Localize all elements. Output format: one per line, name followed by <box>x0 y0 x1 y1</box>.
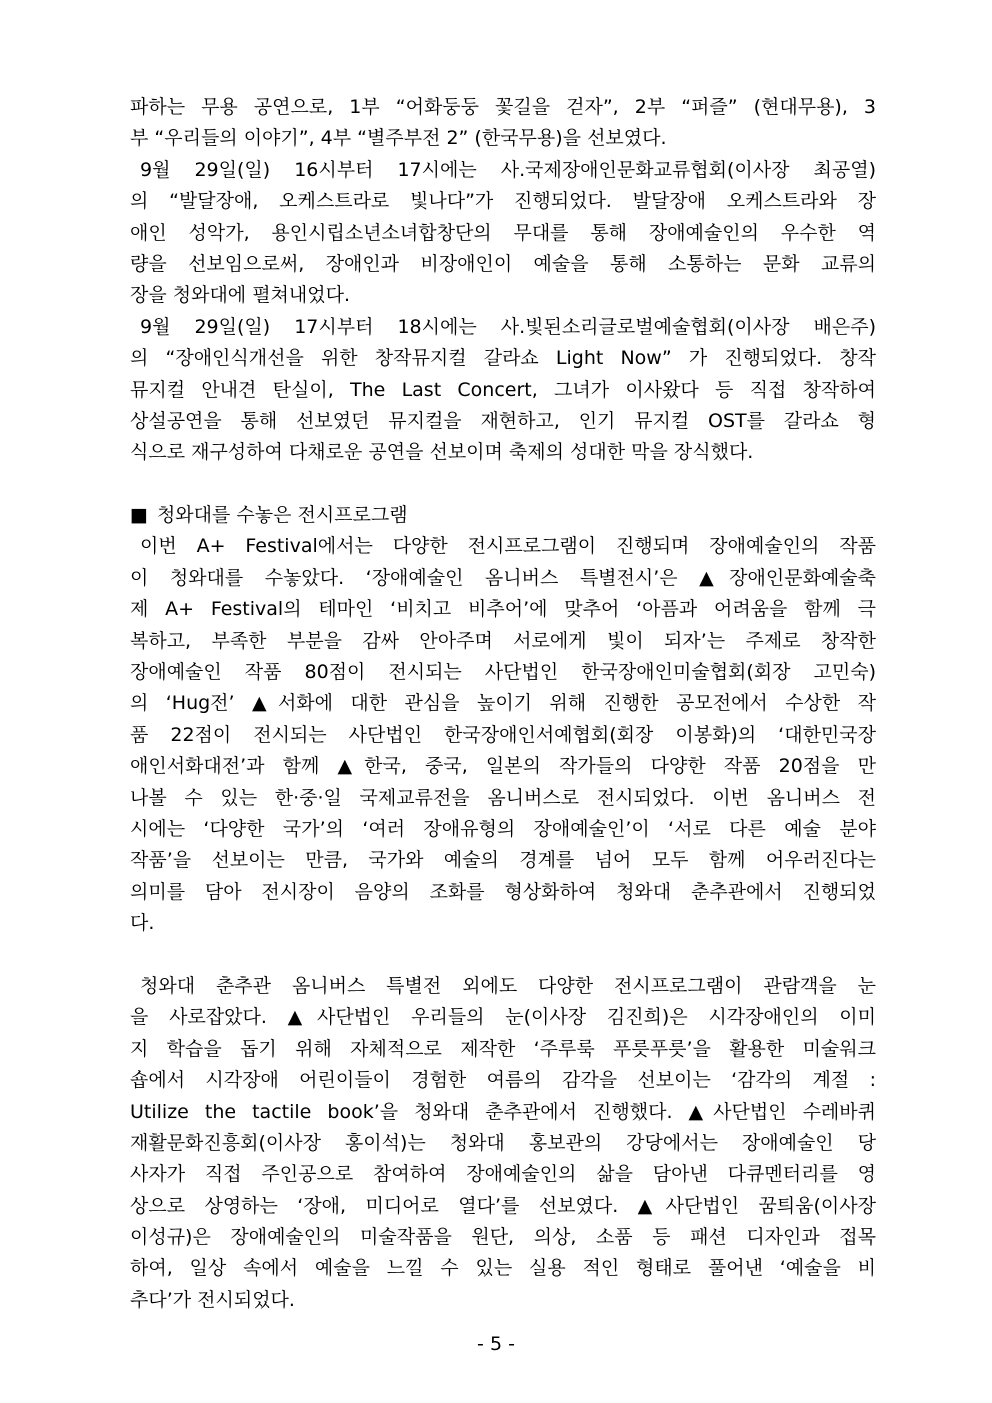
square-bullet-icon: ■ <box>130 504 148 527</box>
paragraph <box>130 531 876 939</box>
text-line: 복하고, 부족한 부분을 감싸 안아주며 서로에게 빛이 되자’는 주제로 창작한 <box>130 629 876 652</box>
text-line: 제 A+ Festival의 테마인 ‘비치고 비추어’에 맞추어 ‘아픔과 어려움을 함께 극 <box>130 598 876 621</box>
text-line: 장애예술인 작품 80점이 전시되는 사단법인 한국장애인미술협회(회장 고민숙) <box>130 661 876 684</box>
text-line: 숍에서 시각장애 어린이들이 경험한 여름의 감각을 선보이는 ‘감각의 계절 : <box>130 1069 876 1092</box>
section-heading-text: 청와대를 수놓은 전시프로그램 <box>156 504 408 527</box>
text-line: 시에는 ‘다양한 국가’의 ‘여러 장애유형의 장애예술인’이 ‘서로 다른 예술 분야 <box>130 817 876 840</box>
text-line: 장을 청와대에 펼쳐내었다. <box>130 284 351 307</box>
text-line: 의 ‘Hug전’ ▲서화에 대한 관심을 높이기 위해 진행한 공모전에서 수상한 작 <box>130 692 876 715</box>
paragraph <box>130 312 876 469</box>
text-line: 추다’가 전시되었다. <box>130 1288 295 1311</box>
text-line: 애인서화대전’과 함께 ▲한국, 중국, 일본의 작가들의 다양한 작품 20점을 만 <box>130 755 876 778</box>
text-line: 상으로 상영하는 ‘장애, 미디어로 열다’를 선보였다. ▲사단법인 꿈틔움(이사장 <box>130 1194 876 1217</box>
text-line: 애인 성악가, 용인시립소년소녀합창단의 무대를 통해 장애예술인의 우수한 역 <box>130 221 876 244</box>
text-line: 품 22점이 전시되는 사단법인 한국장애인서예협회(회장 이봉화)의 ‘대한민국장 <box>130 723 876 746</box>
text-line: 9월 29일(일) 17시부터 18시에는 사.빛된소리글로벌예술협회(이사장 배은주) <box>140 315 876 338</box>
text-line: 지 학습을 돕기 위해 자체적으로 제작한 ‘주루룩 푸릇푸릇’을 활용한 미술워크 <box>130 1037 876 1060</box>
text-line: 하여, 일상 속에서 예술을 느낄 수 있는 실용 적인 형태로 풀어낸 ‘예술을 비 <box>130 1257 876 1280</box>
paragraph <box>130 155 876 312</box>
page-number: - 5 - <box>477 1333 515 1355</box>
text-line: 뮤지컬 안내견 탄실이, The Last Concert, 그녀가 이사왔다 등 직접 창작하여 <box>130 378 876 401</box>
text-line: 이성규)은 장애예술인의 미술작품을 원단, 의상, 소품 등 패션 디자인과 접목 <box>130 1226 876 1249</box>
text-line: 9월 29일(일) 16시부터 17시에는 사.국제장애인문화교류협회(이사장 최공열) <box>140 158 876 181</box>
text-line: 청와대 춘추관 옴니버스 특별전 외에도 다양한 전시프로그램이 관람객을 눈 <box>140 974 876 997</box>
text-line: 이 청와대를 수놓았다. ‘장애예술인 옴니버스 특별전시’은 ▲장애인문화예술축 <box>130 566 876 589</box>
text-line: 의 “장애인식개선을 위한 창작뮤지컬 갈라쇼 Light Now” 가 진행되었다. 창작 <box>130 347 876 370</box>
blank-line <box>130 940 876 971</box>
text-line: 다. <box>130 912 155 935</box>
text-line: 이번 A+ Festival에서는 다양한 전시프로그램이 진행되며 장애예술인의 작품 <box>140 535 876 558</box>
paragraph <box>130 971 876 1316</box>
text-line: 파하는 무용 공연으로, 1부 “어화둥둥 꽃길을 걷자”, 2부 “퍼즐” (현대무용), 3 <box>130 96 876 118</box>
section-heading <box>130 500 876 531</box>
text-line: 의 “발달장애, 오케스트라로 빛나다”가 진행되었다. 발달장애 오케스트라와 장 <box>130 190 876 213</box>
text-line: 량을 선보임으로써, 장애인과 비장애인이 예술을 통해 소통하는 문화 교류의 <box>130 252 876 275</box>
text-line: 식으로 재구성하여 다채로운 공연을 선보이며 축제의 성대한 막을 장식했다. <box>130 441 754 464</box>
text-line: 부 “우리들의 이야기”, 4부 “별주부전 2” (한국무용)을 선보였다. <box>130 127 667 150</box>
text-line: Utilize the tactile book’을 청와대 춘추관에서 진행했다. ▲사단법인 수레바퀴 <box>130 1100 876 1123</box>
paragraph <box>130 92 876 155</box>
text-line: 의미를 담아 전시장이 음양의 조화를 형상화하여 청와대 춘추관에서 진행되었 <box>130 880 876 903</box>
text-line: 상설공연을 통해 선보였던 뮤지컬을 재현하고, 인기 뮤지컬 OST를 갈라쇼 형 <box>130 409 876 432</box>
text-line: 을 사로잡았다. ▲사단법인 우리들의 눈(이사장 김진희)은 시각장애인의 이미 <box>130 1006 876 1029</box>
document-body <box>130 92 876 1316</box>
text-line: 사자가 직접 주인공으로 참여하여 장애예술인의 삶을 담아낸 다큐멘터리를 영 <box>130 1163 876 1186</box>
text-line: 나볼 수 있는 한·중·일 국제교류전을 옴니버스로 전시되었다. 이번 옴니버스 전 <box>130 786 876 809</box>
blank-line <box>130 469 876 500</box>
text-line: 작품’을 선보이는 만큼, 국가와 예술의 경계를 넘어 모두 함께 어우러진다는 <box>130 849 876 872</box>
text-line: 재활문화진흥회(이사장 홍이석)는 청와대 홍보관의 강당에서는 장애예술인 당 <box>130 1131 876 1154</box>
